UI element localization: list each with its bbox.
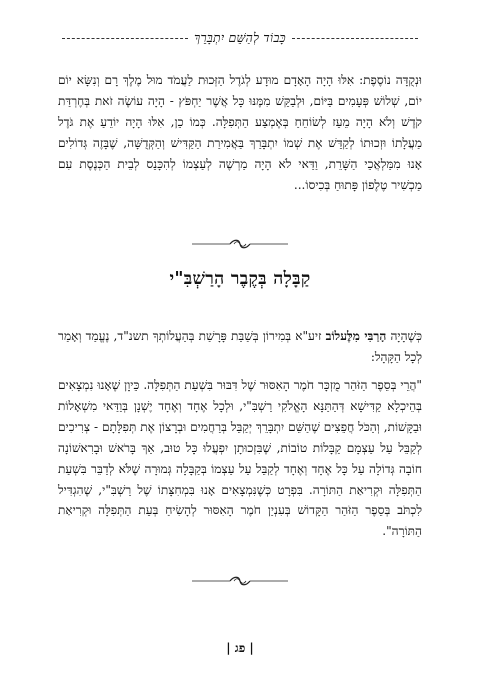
paragraph-1-text: וּנְקֻדָּה נוֹסֶפֶת: אִלּוּ הָיָה הָאָדָם מוּדָע לְגֹדֶל הַזְּכוּת לַעֲמֹד מוּל מֶלֶךְ רָם וְנִשָּׂא יוֹם יוֹם, שְׁלוֹשׁ פְּעָמִים בַּיּוֹם, וּלְבַקֵּשׁ מִמֶּנּוּ כָּל אֲשֶׁר יַחְפֹּץ - הָיָה עוֹשֶׂה זֹאת בְּחֶרְדַּת קֹדֶשׁ וְלֹא הָיָה מֵעֵז לְשׂוֹחֵחַ בְּאֶמְצַע הַתְּפִלָּה. כְּמוֹ כֵן, אִלּוּ הָיָה יוֹדֵעַ אֶת גֹּדֶל מַעֲלָתוֹ וּזְכוּתוֹ לְקַדֵּשׁ אֶת שְׁמוֹ יִתְבָּרַךְ בַּאֲמִירַת הַקַּדִּישׁ וְהַקְּדֻשָּׁה, שֶׁבָּזֶה גְּדוֹלִים אָנוּ מִמַּלְאֲכֵי הַשָּׁרֵת, וַדַּאי לֹא הָיָה מַרְשֶׁה לְעַצְמוֹ לְהִכָּנֵס לְבֵית הַכְּנֶסֶת עִם מַכְשִׁיר טֶלֶפוֹן פָּתוּחַ בְּכִיסוֹ... xyxy=(58,73,422,192)
flourish-divider-icon xyxy=(190,575,290,587)
body-paragraph-2 xyxy=(58,326,422,368)
flourish-divider-icon xyxy=(190,238,290,250)
section-heading: קַבָּלָה בְּקֶבֶר הָרַשְׁבִּ"י xyxy=(169,269,311,289)
body-paragraph-3 xyxy=(58,375,422,542)
paragraph-2-intro: כְּשֶׁהָיָה xyxy=(386,329,423,343)
page-number: | פג | xyxy=(226,641,254,655)
paragraph-2-rest: זיע"א בְּמִירוֹן בְּשַׁבַּת פָּרָשַׁת בְּהַעֲלוֹתְךָ תשנ"ד, נֶעֱמַד וְאָמַר לְכָל הַקָּהָל: xyxy=(58,329,422,364)
running-header xyxy=(62,30,418,46)
paragraph-2-text xyxy=(58,326,422,368)
body-paragraph-1 xyxy=(58,70,422,195)
header-dash-left xyxy=(62,38,188,39)
running-header-title: כָּבוֹד לְהַשֵּׁם יִתְבָּרֵךְ xyxy=(194,30,286,45)
header-dash-right xyxy=(292,38,418,39)
paragraph-3-quote: "הֲרֵי בְּסֵפֶר הַזֹּהַר מֻזְכָּר חֹמֶר הָאִסּוּר שֶׁל דִּבּוּר בִּשְׁעַת הַתְּפִלָּה. כֵּיוָן שֶׁאָנוּ נִמְצָאִים בְּהֵיכְלָא קַדִּישָׁא דְּהַתַּנָּא הָאֱלֹקִי רַשְׁבִּ"י, וּלְכָל אֶחָד וְאֶחָד יֶשְׁנָן בְּוַדַּאי מִשְׁאָלוֹת וּבַקָּשׁוֹת, וְהַכֹּל חֲפֵצִים שֶׁהַשֵּׁם יִתְבָּרֵךְ יְקַבֵּל בְּרַחֲמִים וּבְרָצוֹן אֶת תְּפִלָּתָם - צְרִיכִים לְקַבֵּל עַל עַצְמָם קַבָּלוֹת טוֹבוֹת, שֶׁבִּזְכוּתָן יִפְעֲלוּ כָּל טוּב, אַךְ בָּרֹאשׁ וּבָרִאשׁוֹנָה חוֹבָה גְּדוֹלָה עַל כָּל אֶחָד וְאֶחָד לְקַבֵּל עַל עַצְמוֹ בְּקַבָּלָה גְּמוּרָה שֶׁלֹּא לְדַבֵּר בִּשְׁעַת הַתְּפִלָּה וּקְרִיאַת הַתּוֹרָה. בִּפְרָט כְּשֶׁנִּמְצָאִים אָנוּ בִּמְחִצָּתוֹ שֶׁל רַשְׁבִּ"י, שֶׁהִגְדִּיל לִכְתֹּב בְּסֵפֶר הַזֹּהַר הַקָּדוֹשׁ בְּעִנְיַן חֹמֶר הָאִסּוּר לְהָשִׂיחַ בְּעֵת הַתְּפִלָּה וּקְרִיאַת הַתּוֹרָה". xyxy=(58,378,422,539)
rabbi-name-bold: הָרַבִּי מִלֶּעלוֹב xyxy=(325,329,387,343)
